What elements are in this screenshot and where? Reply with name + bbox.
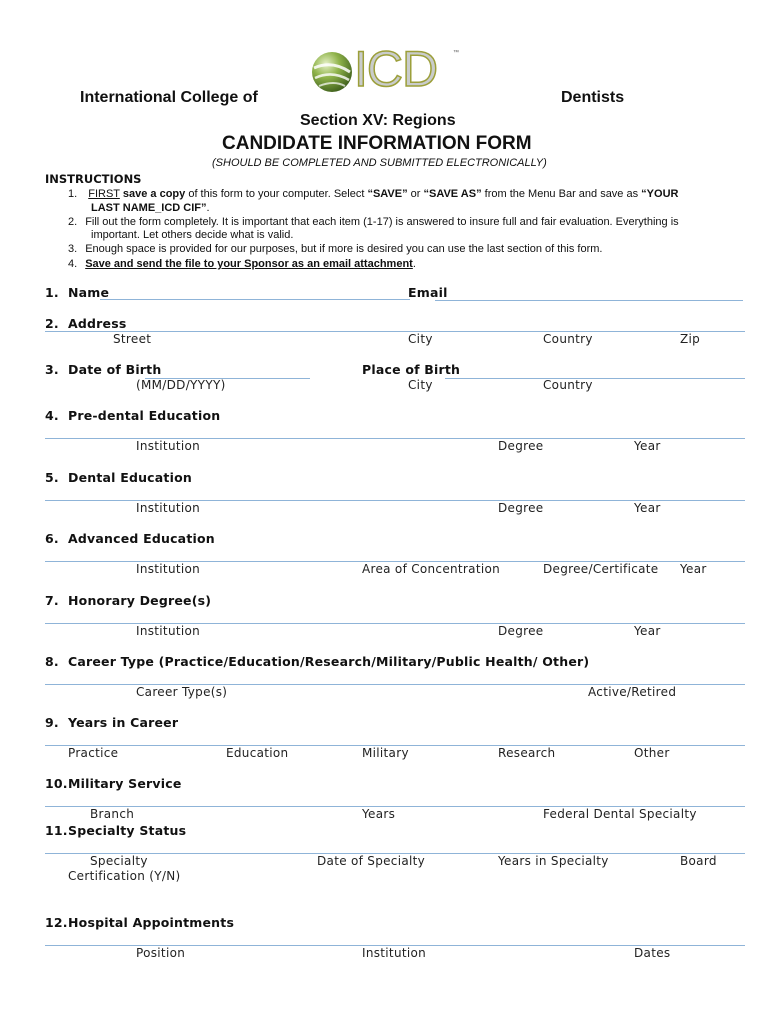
filename-text: LAST NAME_ICD CIF” bbox=[91, 202, 207, 214]
predental-label: Pre-dental Education bbox=[68, 408, 221, 423]
practice-label: Practice bbox=[68, 746, 119, 760]
instruction-text: . bbox=[412, 258, 416, 270]
instruction-4 bbox=[68, 258, 416, 270]
specialty-label: Specialty bbox=[90, 854, 148, 868]
field-number: 2. bbox=[45, 316, 59, 331]
instruction-number: 2. bbox=[68, 216, 78, 228]
city-label: City bbox=[408, 332, 433, 346]
career-type-label: Career Type (Practice/Education/Research/Military/Public Health/ Other) bbox=[68, 654, 590, 669]
org-name-left: International College of bbox=[80, 89, 258, 106]
instruction-text: Enough space is provided for our purposes, but if more is desired you can use the last section of this form. bbox=[85, 243, 603, 255]
instructions-heading: INSTRUCTIONS bbox=[45, 172, 142, 186]
hospital-label: Hospital Appointments bbox=[68, 915, 235, 930]
field-number: 10. bbox=[45, 776, 68, 791]
area-label: Area of Concentration bbox=[362, 562, 501, 576]
institution-label: Institution bbox=[136, 562, 201, 576]
save-as-text: “SAVE AS” bbox=[423, 188, 482, 200]
research-label: Research bbox=[498, 746, 556, 760]
name-label: Name bbox=[68, 285, 110, 300]
pob-country-label: Country bbox=[543, 378, 593, 392]
dental-label: Dental Education bbox=[68, 470, 192, 485]
instruction-1-cont bbox=[91, 202, 210, 214]
instruction-text: . bbox=[206, 202, 210, 214]
logo-text: ICD bbox=[354, 41, 438, 97]
instruction-text: Fill out the form completely. It is important that each item (1-17) is answered to insure full and fair evaluation. Everything is bbox=[85, 216, 679, 228]
year-label: Year bbox=[634, 624, 661, 638]
specialty-status-label: Specialty Status bbox=[68, 823, 187, 838]
field-number: 11. bbox=[45, 823, 68, 838]
pob-label: Place of Birth bbox=[362, 362, 461, 377]
degree-label: Degree bbox=[498, 501, 544, 515]
active-retired-label: Active/Retired bbox=[588, 685, 677, 699]
save-copy-text: save a copy bbox=[122, 188, 186, 200]
org-name-right: Dentists bbox=[561, 89, 625, 106]
position-label: Position bbox=[136, 946, 186, 960]
icd-logo bbox=[310, 41, 465, 97]
year-label: Year bbox=[634, 501, 661, 515]
institution-label: Institution bbox=[362, 946, 427, 960]
instruction-number: 3. bbox=[68, 243, 78, 255]
instruction-text: or bbox=[407, 188, 424, 200]
years-specialty-label: Years in Specialty bbox=[498, 854, 609, 868]
years-label: Years bbox=[362, 807, 396, 821]
address-label: Address bbox=[68, 316, 127, 331]
degree-label: Degree bbox=[498, 439, 544, 453]
board-label: Board bbox=[680, 854, 717, 868]
degree-certificate-label: Degree/Certificate bbox=[543, 562, 659, 576]
instruction-2 bbox=[68, 216, 679, 228]
field-number: 8. bbox=[45, 654, 59, 669]
field-number: 1. bbox=[45, 285, 59, 300]
instruction-1 bbox=[68, 188, 678, 200]
instruction-text: of this form to your computer. Select bbox=[185, 188, 368, 200]
honorary-label: Honorary Degree(s) bbox=[68, 593, 212, 608]
field-number: 3. bbox=[45, 362, 59, 377]
pob-city-label: City bbox=[408, 378, 433, 392]
dates-label: Dates bbox=[634, 946, 671, 960]
year-label: Year bbox=[634, 439, 661, 453]
dob-label: Date of Birth bbox=[68, 362, 162, 377]
military-label: Military bbox=[362, 746, 409, 760]
first-text: FIRST bbox=[88, 188, 120, 200]
other-label: Other bbox=[634, 746, 670, 760]
instruction-text: Save and send the file to your Sponsor as an email attachment bbox=[85, 258, 413, 270]
zip-label: Zip bbox=[680, 332, 701, 346]
advanced-label: Advanced Education bbox=[68, 531, 215, 546]
institution-label: Institution bbox=[136, 439, 201, 453]
page-subtitle: (SHOULD BE COMPLETED AND SUBMITTED ELECTRONICALLY) bbox=[212, 157, 547, 169]
filename-text: “YOUR bbox=[641, 188, 679, 200]
globe-icon bbox=[310, 50, 354, 94]
field-number: 9. bbox=[45, 715, 59, 730]
street-label: Street bbox=[113, 332, 152, 346]
dob-format-label: (MM/DD/YYYY) bbox=[136, 378, 226, 392]
federal-specialty-label: Federal Dental Specialty bbox=[543, 807, 697, 821]
instruction-number: 1. bbox=[68, 188, 78, 200]
field-number: 4. bbox=[45, 408, 59, 423]
email-field[interactable] bbox=[435, 300, 743, 301]
trademark-symbol: ™ bbox=[453, 50, 459, 56]
certification-label: Certification (Y/N) bbox=[68, 869, 181, 883]
instruction-3 bbox=[68, 243, 602, 255]
institution-label: Institution bbox=[136, 624, 201, 638]
branch-label: Branch bbox=[90, 807, 135, 821]
years-career-label: Years in Career bbox=[68, 715, 179, 730]
education-label: Education bbox=[226, 746, 289, 760]
page-title: CANDIDATE INFORMATION FORM bbox=[222, 133, 532, 154]
career-types-label: Career Type(s) bbox=[136, 685, 228, 699]
field-number: 6. bbox=[45, 531, 59, 546]
email-label: Email bbox=[408, 285, 448, 300]
country-label: Country bbox=[543, 332, 593, 346]
date-specialty-label: Date of Specialty bbox=[317, 854, 426, 868]
field-number: 7. bbox=[45, 593, 59, 608]
year-label: Year bbox=[680, 562, 707, 576]
instruction-2-cont: important. Let others decide what is valid. bbox=[91, 229, 294, 241]
instruction-text: from the Menu Bar and save as bbox=[481, 188, 642, 200]
save-text: “SAVE” bbox=[367, 188, 408, 200]
name-field[interactable] bbox=[100, 299, 410, 300]
institution-label: Institution bbox=[136, 501, 201, 515]
degree-label: Degree bbox=[498, 624, 544, 638]
section-heading: Section XV: Regions bbox=[300, 112, 456, 129]
instruction-number: 4. bbox=[68, 258, 78, 270]
field-number: 5. bbox=[45, 470, 59, 485]
pob-field[interactable] bbox=[445, 378, 745, 379]
military-service-label: Military Service bbox=[68, 776, 182, 791]
field-number: 12. bbox=[45, 915, 68, 930]
